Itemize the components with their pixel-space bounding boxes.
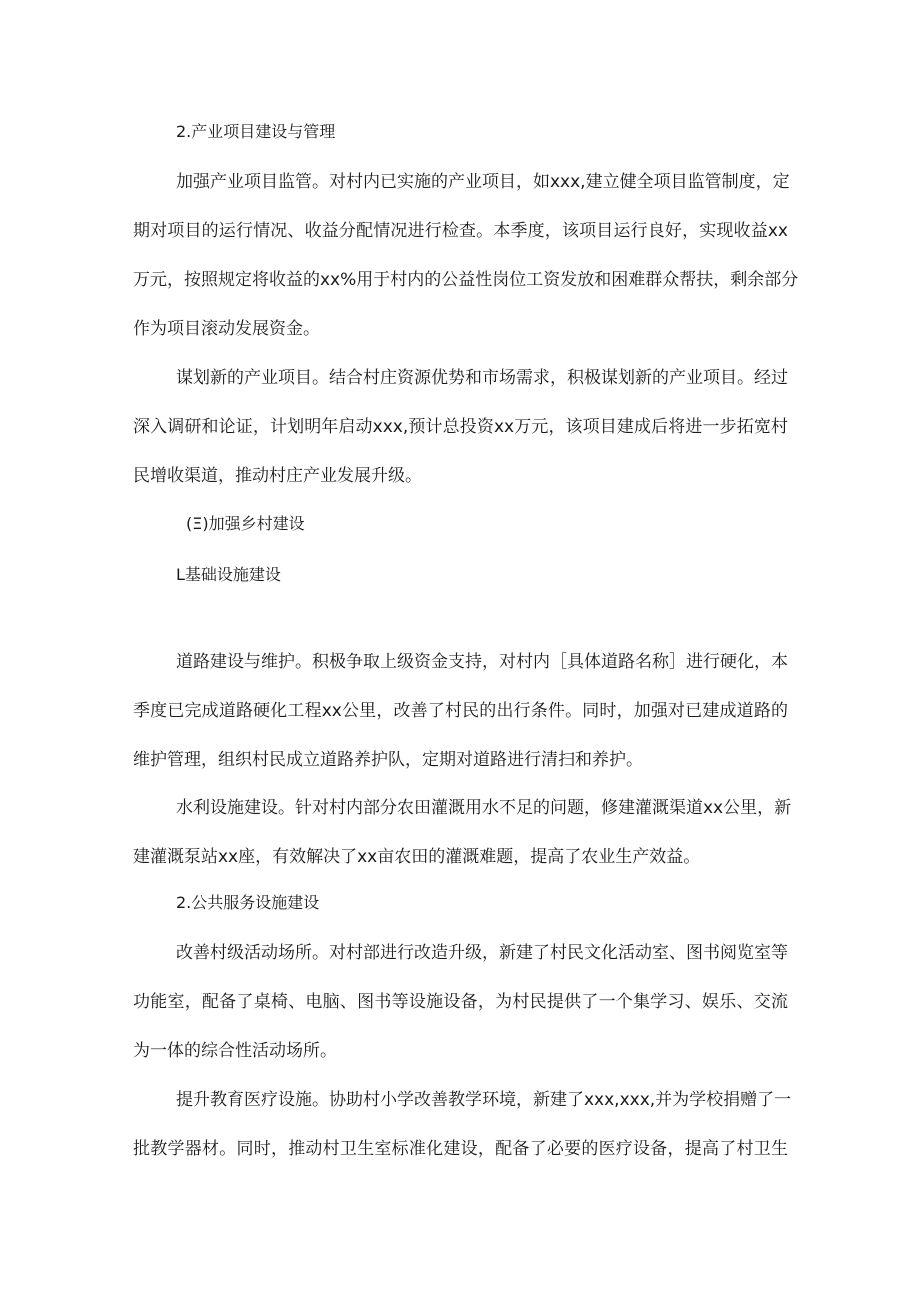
section-heading-industry-project: 2.产业项目建设与管理	[176, 122, 336, 141]
text-line: 期对项目的运行情况、收益分配情况进行检查。本季度，该项目运行良好，实现收益xx	[133, 221, 788, 241]
text-line: 水利设施建设。针对村内部分农田灌溉用水不足的问题，修建灌溉渠道xx公里，新	[176, 798, 792, 818]
subsection-heading-infrastructure: L基础设施建设	[176, 565, 281, 584]
text-line: 批教学器材。同时，推动村卫生室标准化建设，配备了必要的医疗设备，提高了村卫生	[133, 1139, 788, 1159]
text-line: 万元，按照规定将收益的xx%用于村内的公益性岗位工资发放和困难群众帮扶，剩余部分	[133, 270, 799, 290]
text-line: 民增收渠道，推动村庄产业发展升级。	[133, 466, 422, 486]
text-line: 改善村级活动场所。对村部进行改造升级，新建了村民文化活动室、图书阅览室等	[176, 943, 788, 963]
text-line: 道路建设与维护。积极争取上级资金支持，对村内［具体道路名称］进行硬化，本	[176, 652, 788, 672]
subsection-heading-public-service: 2.公共服务设施建设	[176, 893, 320, 912]
text-line: 季度已完成道路硬化工程xx公里，改善了村民的出行条件。同时，加强对已建成道路的	[133, 701, 788, 721]
text-line: 深入调研和论证，计划明年启动xxx,预计总投资xx万元，该项目建成后将进一步拓宽村	[133, 417, 788, 437]
text-line: 作为项目滚动发展资金。	[133, 319, 320, 339]
text-line: 功能室，配备了桌椅、电脑、图书等设施设备，为村民提供了一个集学习、娱乐、交流	[133, 992, 788, 1012]
text-line: 建灌溉泵站xx座，有效解决了xx亩农田的灌溉难题，提高了农业生产效益。	[133, 847, 701, 867]
text-line: 为一体的综合性活动场所。	[133, 1041, 337, 1061]
text-line: 提升教育医疗设施。协助村小学改善教学环境，新建了xxx,xxx,并为学校捐赠了一	[176, 1090, 792, 1110]
text-line: 谋划新的产业项目。结合村庄资源优势和市场需求，积极谋划新的产业项目。经过	[176, 368, 788, 388]
text-line: 维护管理，组织村民成立道路养护队，定期对道路进行清扫和养护。	[133, 750, 643, 770]
section-heading-rural-construction: (Ξ)加强乡村建设	[186, 514, 305, 533]
text-line: 加强产业项目监管。对村内已实施的产业项目，如xxx,建立健全项目监管制度，定	[176, 172, 790, 192]
